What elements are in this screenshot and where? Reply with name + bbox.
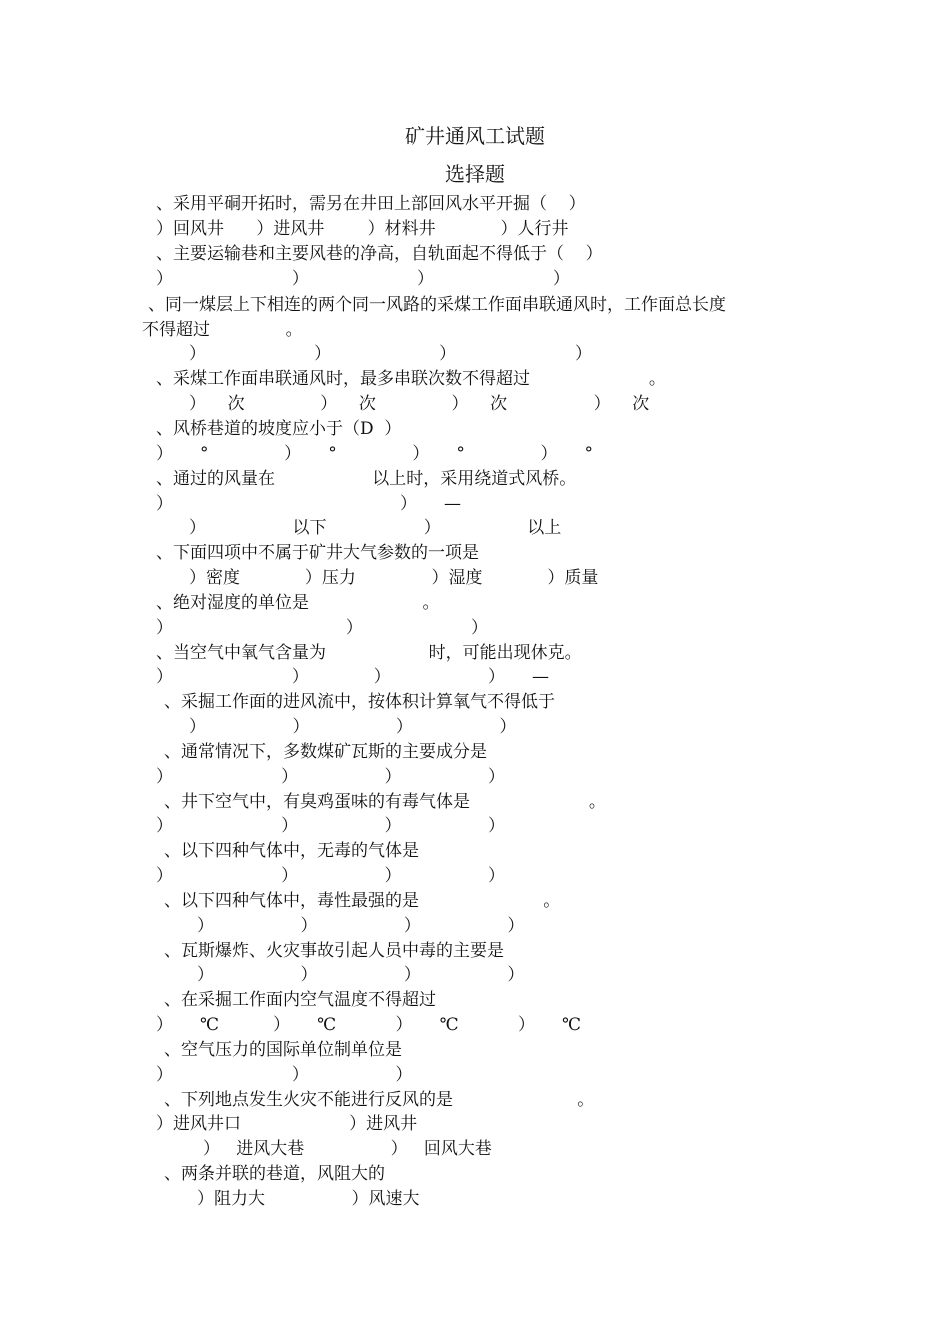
question-11: 、通常情况下，多数煤矿瓦斯的主要成分是 <box>164 742 487 762</box>
question-13-options: ） ） ） ） <box>156 866 505 886</box>
question-10: 、采掘工作面的进风流中，按体积计算氧气不得低于 <box>164 692 555 712</box>
question-13: 、以下四种气体中，无毒的气体是 <box>164 841 419 861</box>
question-7-options: ）密度 ）压力 ）湿度 ）质量 <box>189 568 599 588</box>
question-2: 、主要运输巷和主要风巷的净高，自轨面起不得低于（ ） <box>156 244 603 264</box>
question-6-options-b: ） 以下 ） 以上 <box>189 518 562 538</box>
section-heading: 选择题 <box>445 162 505 186</box>
question-12: 、井下空气中，有臭鸡蛋味的有毒气体是 。 <box>164 792 606 812</box>
question-3-continued: 不得超过 。 <box>142 320 303 340</box>
question-6-options-a: ） ） — <box>156 494 461 514</box>
question-19: 、两条并联的巷道，风阻大的 <box>164 1164 385 1184</box>
question-18: 、下列地点发生火灾不能进行反风的是 。 <box>164 1090 595 1110</box>
question-6: 、通过的风量在 以上时，采用绕道式风桥。 <box>156 469 577 489</box>
question-18-options-b: ） 进风大巷 ） 回风大巷 <box>203 1139 492 1159</box>
question-11-options: ） ） ） ） <box>156 767 505 787</box>
question-9-options: ） ） ） ） — <box>156 667 550 687</box>
question-19-options: ）阻力大 ）风速大 <box>197 1189 420 1209</box>
question-18-options-a: ）进风井口 ）进风井 <box>156 1114 418 1134</box>
page-title: 矿井通风工试题 <box>405 124 545 148</box>
question-17-options: ） ） ） <box>156 1065 413 1085</box>
question-5: 、风桥巷道的坡度应小于（D ） <box>156 419 402 439</box>
question-17: 、空气压力的国际单位制单位是 <box>164 1040 402 1060</box>
question-1-options: ）回风井 ）进风井 ）材料井 ）人行井 <box>156 219 569 239</box>
question-15-options: ） ） ） ） <box>197 965 525 985</box>
question-4: 、采煤工作面串联通风时，最多串联次数不得超过 。 <box>156 369 666 389</box>
question-3: 、同一煤层上下相连的两个同一风路的采煤工作面串联通风时，工作面总长度 <box>148 295 726 315</box>
question-1: 、采用平硐开拓时，需另在井田上部回风水平开掘（ ） <box>156 194 586 214</box>
question-12-options: ） ） ） ） <box>156 816 505 836</box>
question-8-options: ） ） ） <box>156 618 488 638</box>
question-4-options: ） 次 ） 次 ） 次 ） 次 <box>189 394 650 414</box>
question-3-options: ） ） ） ） <box>189 344 593 364</box>
question-5-options: ） ° ） ° ） ° ） ° <box>156 444 594 464</box>
question-14-options: ） ） ） ） <box>197 916 525 936</box>
question-8: 、绝对湿度的单位是 。 <box>156 593 440 613</box>
question-10-options: ） ） ） ） <box>189 717 517 737</box>
question-2-options: ） ） ） ） <box>156 269 570 289</box>
question-9: 、当空气中氧气含量为 时，可能出现休克。 <box>156 643 582 663</box>
question-15: 、瓦斯爆炸、火灾事故引起人员中毒的主要是 <box>164 941 504 961</box>
question-14: 、以下四种气体中，毒性最强的是 。 <box>164 891 561 911</box>
question-16: 、在采掘工作面内空气温度不得超过 <box>164 990 436 1010</box>
question-16-options: ） ℃ ） ℃ ） ℃ ） ℃ <box>156 1015 582 1035</box>
question-7: 、下面四项中不属于矿井大气参数的一项是 <box>156 543 479 563</box>
